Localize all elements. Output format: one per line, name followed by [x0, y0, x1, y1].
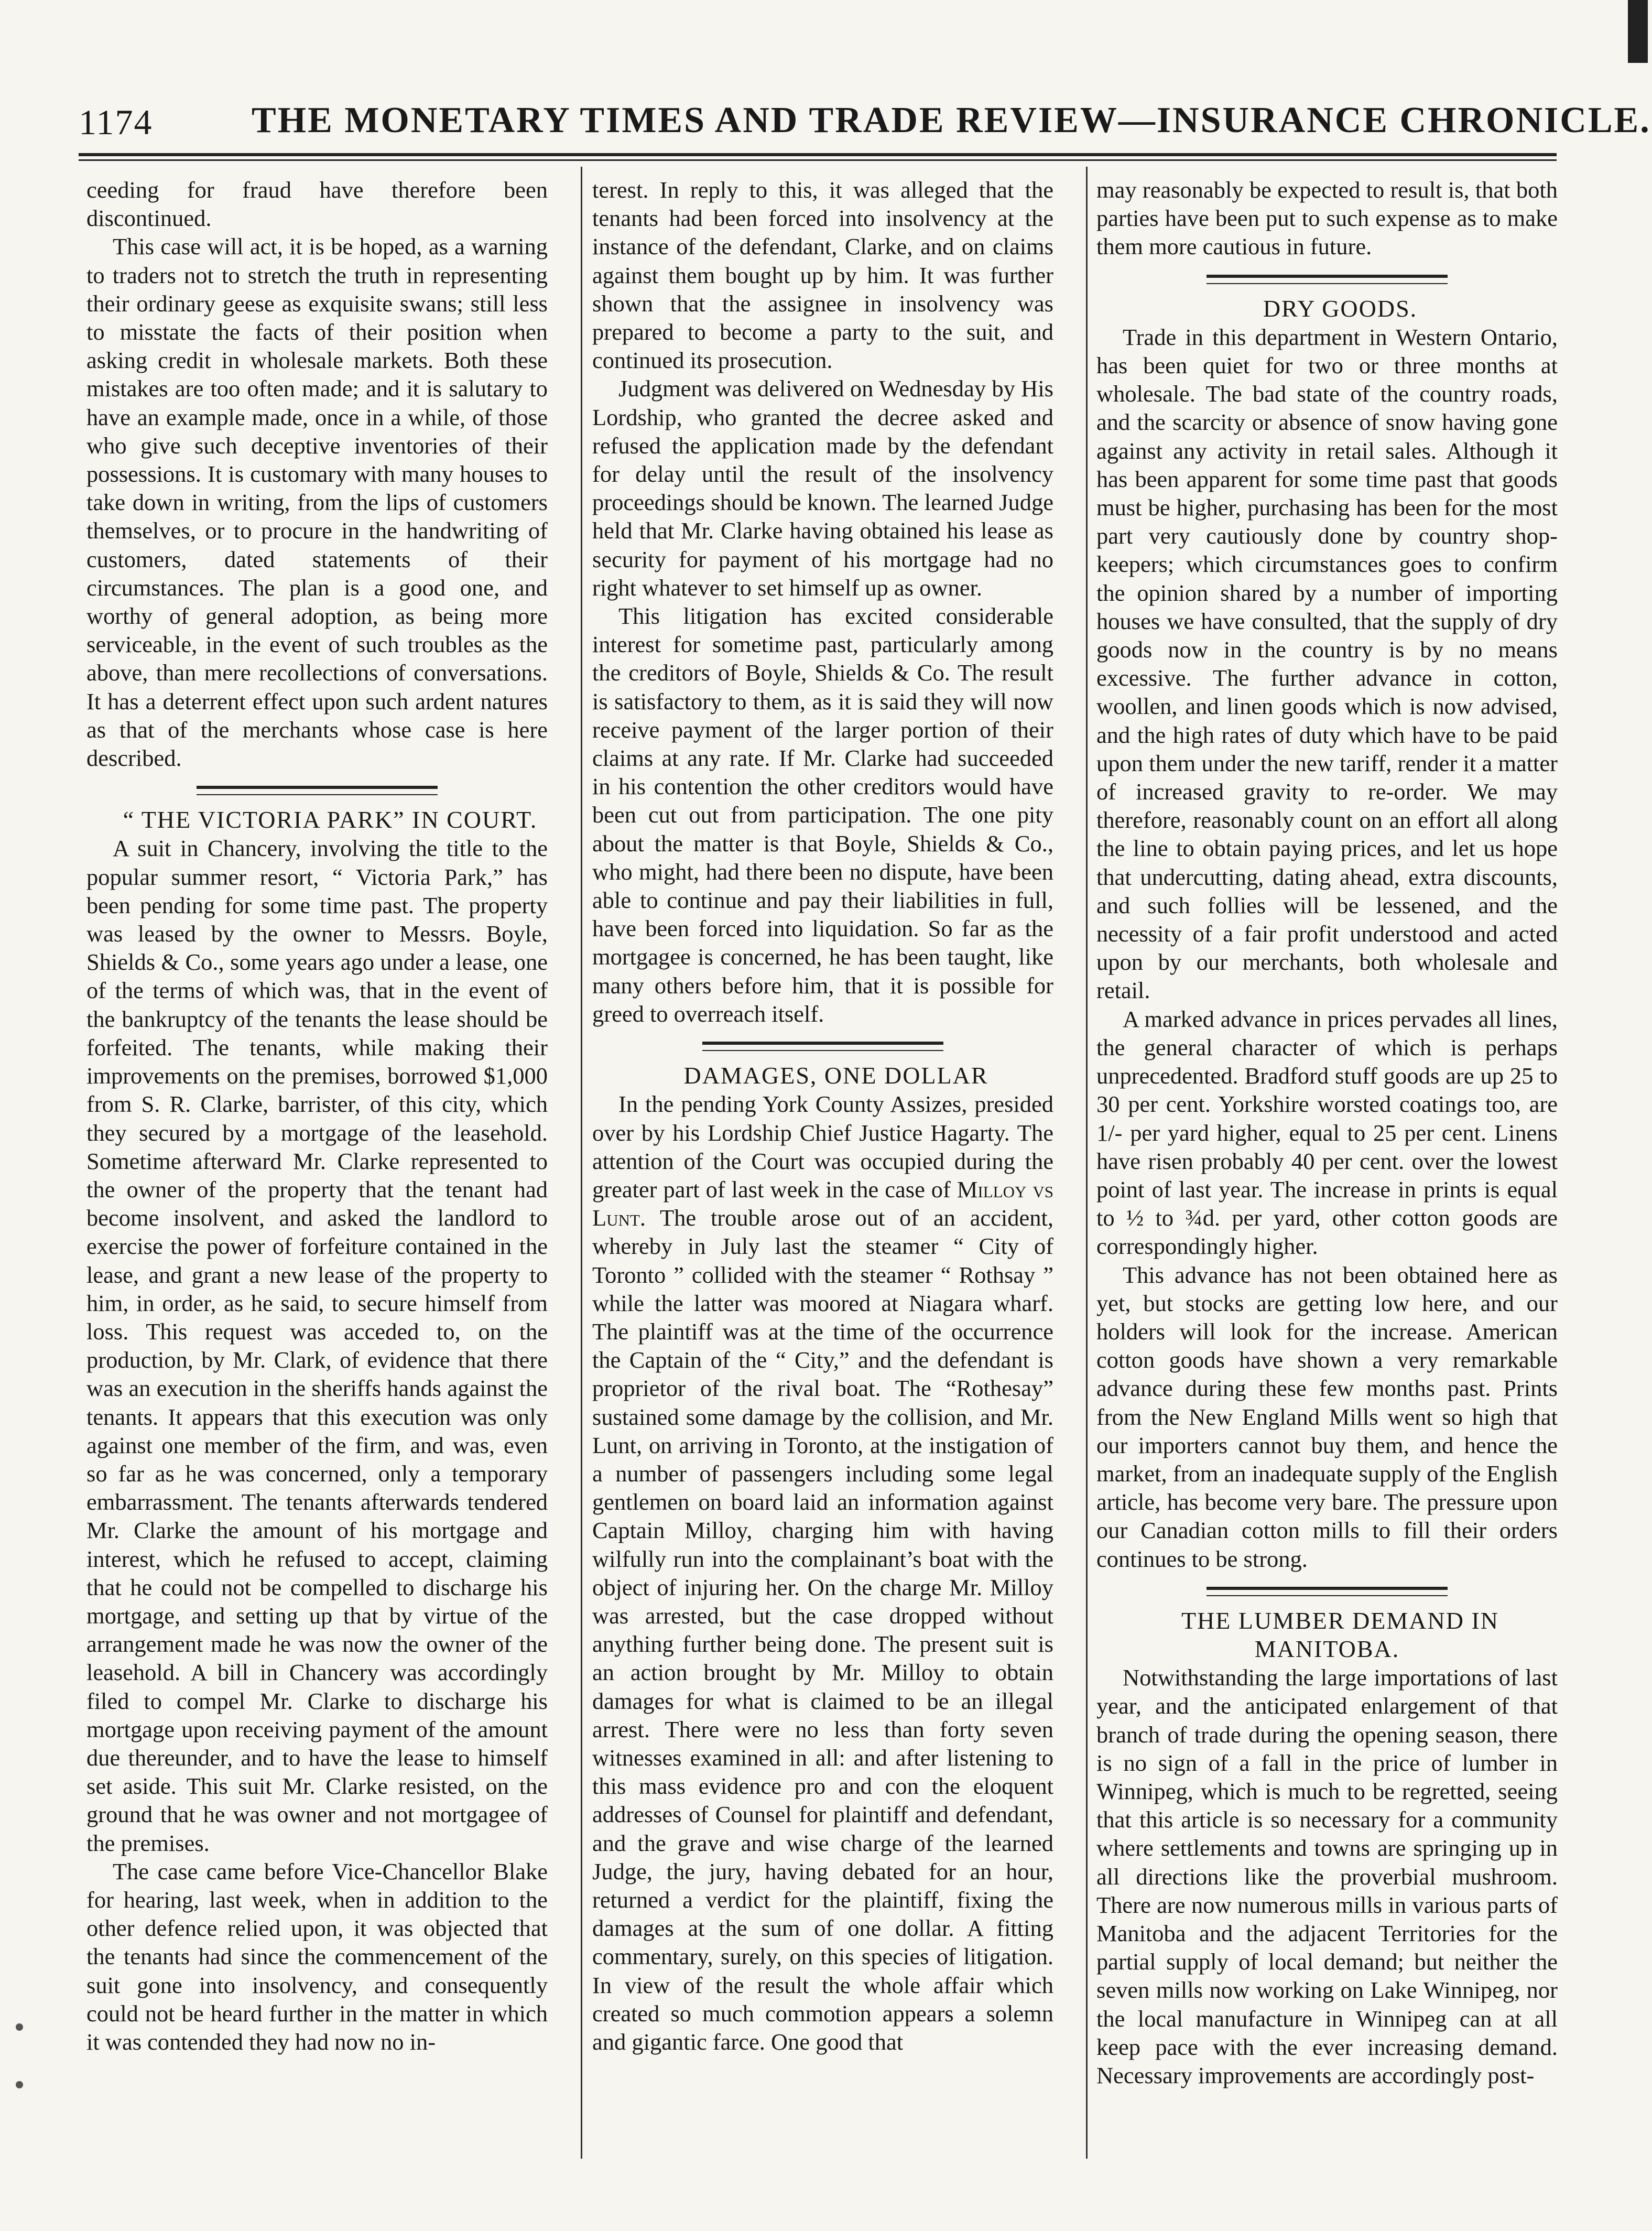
column-divider — [581, 167, 582, 2159]
paragraph: The case came before Vice-Chancellor Blake for hearing, last week, when in addition to the other defence relied upon, it was objected that the tenants had since the commencement of the suit gone into insolvency, and consequently could not be heard further in the matter in which it was contended they had now no in- — [86, 1858, 548, 2055]
paragraph: A suit in Chancery, involving the title to the popular summer resort, “ Victoria Park,” has been pending for some time past. The property was leased by the owner to Messrs. Boyle, Shields & Co., some years ago under a lease, one of the terms of which was, that in the event of the bankruptcy of the tenants the lease should be forfeited. The tenants, while making their improvements on the premises, borrowed $1,000 from S. R. Clarke, barrister, of this city, which they secured by a mortgage of the leasehold. Sometime afterward Mr. Clarke represented to the owner of the property that the tenant had become insolvent, and asked the landlord to exercise the power of forfeiture contained in the lease, and grant a new lease of the property to him, in order, as he said, to secure himself from loss. This request was acceded to, on the production, by Mr. Clark, of evidence that there was an execution in the sheriffs hands against the tenants. It appears that this execution was only against one member of the firm, and was, even so far as he was concerned, only a temporary embarrassment. The tenants afterwards tendered Mr. Clarke the amount of his mortgage and interest, which he refused to accept, claiming that he could not be compelled to discharge his mortgage, and setting up that by virtue of the arrangement made he was now the owner of the leasehold. A bill in Chancery was accordingly filed to compel Mr. Clarke to discharge his mortgage upon receiving payment of the amount due thereunder, and to have the lease to himself set aside. This suit Mr. Clarke resisted, on the ground that he was owner and not mortgagee of the premises. — [86, 835, 548, 1856]
case-name: Milloy vs Lunt. — [592, 1176, 1053, 1231]
running-title: THE MONETARY TIMES AND TRADE REVIEW—INSURANCE CHRONICLE. — [252, 100, 1651, 140]
section-heading: “ THE VICTORIA PARK” IN COURT. — [123, 806, 538, 833]
section-rule — [1207, 1587, 1448, 1596]
section-rule — [1207, 275, 1448, 284]
margin-mark — [16, 2023, 23, 2031]
page-header — [79, 94, 1651, 152]
paragraph: Judgment was delivered on Wednesday by His Lordship, who granted the decree asked and refused the application made by the defendant for delay until the result of the insolvency proceedings should be known. The learned Judge held that Mr. Clarke having obtained his lease as security for payment of his mortgage had no right whatever to set himself up as owner. — [592, 375, 1053, 601]
paragraph: ceeding for fraud have therefore been discontinued. — [86, 177, 548, 232]
section-heading: THE LUMBER DEMAND IN MANITOBA. — [1181, 1607, 1499, 1662]
paragraph: This advance has not been obtained here as yet, but stocks are getting low here, and our holders will look for the increase. American cotton goods have shown a very remarkable advance during these few months past. Prints from the New England Mills went so high that our importers cannot buy them, and hence the market, from an inadequate supply of the English article, has become very bare. The pressure upon our Canadian cotton mills to fill their orders continues to be strong. — [1096, 1261, 1558, 1572]
section-rule — [702, 1042, 943, 1051]
header-rule-thin — [79, 159, 1557, 161]
header-rule — [79, 153, 1557, 156]
margin-mark — [16, 2081, 23, 2088]
paragraph: terest. In reply to this, it was alleged that the tenants had been forced into insolvency at the instance of the defendant, Clarke, and on claims against them bought up by him. It was further shown that the assignee in insolvency was prepared to become a party to the suit, and continued its prosecution. — [592, 177, 1053, 374]
column-2 — [592, 176, 1053, 2168]
column-1 — [86, 176, 548, 2168]
scan-edge-mark — [1628, 0, 1648, 63]
paragraph-text: In the pending York County Assizes, presided over by his Lordship Chief Justice Hagarty. The attention of the Court was occupied during the greater part of last week in the case of — [592, 1091, 1053, 1203]
section-rule — [197, 786, 438, 795]
page-number: 1174 — [79, 102, 153, 142]
paragraph — [592, 1090, 1053, 2056]
paragraph: This case will act, it is be hoped, as a warning to traders not to stretch the truth in representing their ordinary geese as exquisite swans; still less to misstate the facts of their position when asking credit in wholesale markets. Both these mistakes are too often made; and it is salutary to have an example made, once in a while, of those who give such deceptive inventories of their possessions. It is customary with many houses to take down in writing, from the lips of customers themselves, or to procure in the handwriting of customers, dated statements of their circumstances. The plan is a good one, and worthy of general adoption, as being more serviceable, in the event of such troubles as the above, than mere recollections of conversations. It has a deterrent effect upon such ardent natures as that of the merchants whose case is here described. — [86, 233, 548, 772]
column-divider — [1086, 167, 1088, 2159]
section-heading: DAMAGES, ONE DOLLAR — [683, 1062, 988, 1089]
paragraph-text: The trouble arose out of an accident, whereby in July last the steamer “ City of Toronto ” collided with the steamer “ Rothsay ” while the latter was moored at Niagara wharf. The plaintiff was at the time of the occurrence the Captain of the “ City,” and the defendant is proprietor of the rival boat. The “Rothesay” sustained some damage by the collision, and Mr. Lunt, on arriving in Toronto, at the instigation of a number of passengers including some legal gentlemen on board laid an information against Captain Milloy, charging him with having wilfully run into the complainant’s boat with the object of injuring her. On the charge Mr. Milloy was arrested, but the case dropped without anything further being done. The present suit is an action brought by Mr. Milloy to obtain damages for what is claimed to be an illegal arrest. There were no less than forty seven witnesses examined in all: and after listening to this mass evidence pro and con the eloquent addresses of Counsel for plaintiff and defendant, and the grave and wise charge of the learned Judge, the jury, having debated for an hour, returned a verdict for the plaintiff, fixing the damages at the sum of one dollar. A fitting commentary, surely, on this species of litigation. In view of the result the whole affair which created so much commotion appears a solemn and gigantic farce. One good that — [592, 1205, 1053, 2055]
paragraph: This litigation has excited considerable interest for sometime past, particularly among the creditors of Boyle, Shields & Co. The result is satisfactory to them, as it is said they will now receive payment of the larger portion of their claims at any rate. If Mr. Clarke had succeeded in his contention the other creditors would have been cut out from participation. The one pity about the matter is that Boyle, Shields & Co., who might, had there been no dispute, have been able to continue and pay their liabilities in full, have been forced into liquidation. So far as the mortgagee is concerned, he has been taught, like many others before him, that it is possible for greed to overreach itself. — [592, 603, 1053, 1027]
paragraph: Notwithstanding the large importations of last year, and the anticipated enlargement of that branch of trade during the opening season, there is no sign of a fall in the price of lumber in Winnipeg, which is much to be regretted, seeing that this article is so necessary for a community where settlements and towns are springing up in all directions like the proverbial mushroom. There are now numerous mills in various parts of Manitoba and the adjacent Territories for the partial supply of local demand; but neither the seven mills now working on Lake Winnipeg, nor the local manufacture in Winnipeg can at all keep pace with the ever increasing demand. Necessary improvements are accordingly post- — [1096, 1664, 1558, 2088]
section-heading: DRY GOODS. — [1263, 295, 1418, 322]
paragraph: Trade in this department in Western Ontario, has been quiet for two or three months at wholesale. The bad state of the country roads, and the scarcity or absence of snow having gone against any activity in retail sales. Although it has been apparent for some time past that goods must be higher, purchasing has been for the most part very cautiously done by country shop-keepers; which circumstances goes to confirm the opinion shared by a number of importing houses we have consulted, that the supply of dry goods now in the country is by no means excessive. The further advance in cotton, woollen, and linen goods which is now advised, and the high rates of duty which have to be paid upon them under the new tariff, render it a matter of increased gravity to re-order. We may therefore, reasonably count on an effort all along the line to obtain paying prices, and let us hope that undercutting, dating ahead, extra discounts, and such follies will be lessened, and the necessity of a fair profit understood and acted upon by our merchants, both wholesale and retail. — [1096, 323, 1558, 1004]
paragraph: may reasonably be expected to result is, that both parties have been put to such expense as to make them more cautious in future. — [1096, 177, 1558, 260]
column-3 — [1096, 176, 1558, 2168]
paragraph: A marked advance in prices pervades all lines, the general character of which is perhaps unprecedented. Bradford stuff goods are up 25 to 30 per cent. Yorkshire worsted coatings too, are 1/- per yard higher, equal to 25 per cent. Linens have risen probably 40 per cent. over the lowest point of last year. The increase in prints is equal to ½ to ¾d. per yard, other cotton goods are correspondingly higher. — [1096, 1005, 1558, 1260]
